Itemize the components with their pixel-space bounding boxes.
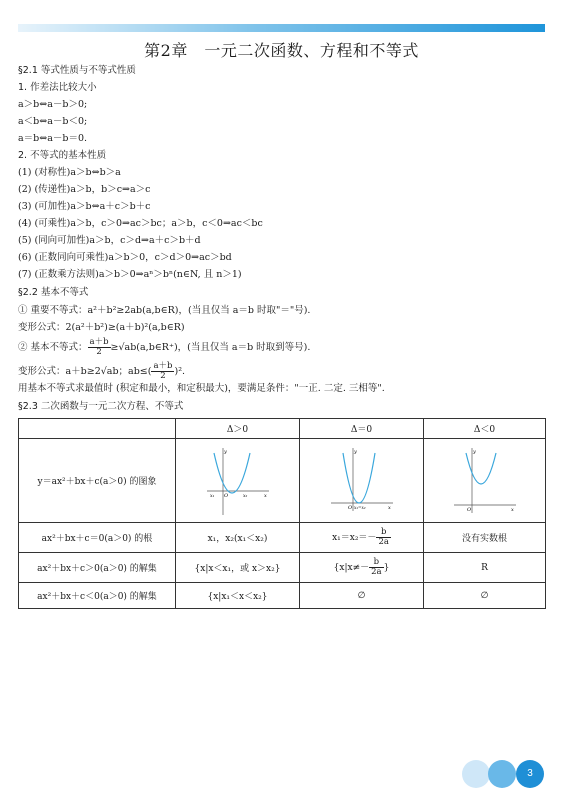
lt-solution-no-root: ∅ — [424, 583, 546, 609]
fraction-denominator: 2a — [371, 567, 382, 577]
row-label-lt: ax²＋bx＋c＜0(a＞0) 的解集 — [19, 583, 176, 609]
fraction-numerator: b — [369, 558, 383, 568]
table-row — [19, 553, 546, 583]
property-1: (1) (对称性)a＞b⇔b＞a — [18, 167, 121, 178]
y-axis-label: y — [223, 448, 227, 455]
y-axis-label: y — [472, 448, 476, 455]
compare-line-1: a＞b⇔a－b＞0; — [18, 99, 88, 110]
gt-solution-suffix: } — [383, 563, 390, 573]
section-heading-2-2: §2.2 基本不等式 — [18, 287, 89, 298]
root-x1-label: x₁ — [209, 493, 214, 499]
table-row — [19, 523, 546, 553]
fraction — [376, 528, 390, 547]
section-heading-2-1: §2.1 等式性质与不等式性质 — [18, 65, 136, 76]
table-header-cell — [19, 419, 176, 439]
table-header-row — [19, 419, 546, 439]
fraction-denominator: 2a — [378, 537, 389, 547]
variant-formula-1: 变形公式：2(a²＋b²)≥(a＋b)²(a,b∈R) — [18, 322, 185, 333]
subheading-properties: 2. 不等式的基本性质 — [18, 150, 107, 161]
fraction-numerator: b — [376, 528, 390, 538]
page-title: 第2章 一元二次函数、方程和不等式 — [144, 41, 419, 60]
fraction-denominator: 2 — [160, 371, 166, 381]
property-7: (7) (正数乘方法则)a＞b＞0⇒aⁿ＞bⁿ(n∈N, 且 n＞1) — [18, 269, 242, 280]
property-3: (3) (可加性)a＞b⇔a＋c＞b＋c — [18, 201, 151, 212]
variant-formula-2 — [18, 362, 185, 381]
x-axis-label: x — [387, 504, 391, 511]
graph-cell-one-root — [300, 439, 424, 523]
quadratic-table — [18, 418, 546, 609]
roots-none: 没有实数根 — [424, 523, 546, 553]
page-dot-decoration — [488, 760, 516, 788]
basic-inequality-prefix: ② 基本不等式： — [18, 342, 88, 353]
variant-formula-prefix: 变形公式：a＋b≥2√ab；ab≤( — [18, 366, 152, 377]
fraction-numerator: a＋b — [153, 361, 173, 371]
x-axis-label: x — [263, 492, 267, 499]
gt-solution-one-root — [300, 553, 424, 583]
parabola-curve — [343, 453, 375, 503]
row-label-graph: y＝ax²＋bx＋c(a＞0) 的图象 — [19, 439, 176, 523]
property-2: (2) (传递性)a＞b，b＞c⇒a＞c — [18, 184, 151, 195]
property-6: (6) (正数同向可乘性)a＞b＞0，c＞d＞0⇒ac＞bd — [18, 252, 232, 263]
fraction — [369, 558, 383, 577]
basic-inequality — [18, 338, 310, 357]
gt-solution-no-root: R — [424, 553, 546, 583]
parabola-one-root-graph — [327, 445, 397, 517]
origin-label: O — [466, 506, 471, 513]
page-indicator — [462, 760, 546, 788]
parabola-two-roots-graph — [203, 445, 273, 517]
y-axis-label: y — [353, 448, 357, 455]
property-5: (5) (同向可加性)a＞b，c＞d⇒a＋c＞b＋d — [18, 235, 201, 246]
roots-one — [300, 523, 424, 553]
parabola-curve — [466, 453, 496, 484]
subheading-compare: 1. 作差法比较大小 — [18, 82, 97, 93]
fraction-numerator: a＋b — [89, 337, 109, 347]
variant-formula-suffix: )². — [174, 366, 186, 377]
basic-inequality-suffix: ≥√ab(a,b∈R⁺)，(当且仅当 a＝b 时取到等号). — [110, 342, 311, 353]
row-label-gt: ax²＋bx＋c＞0(a＞0) 的解集 — [19, 553, 176, 583]
table-header-cell: Δ＜0 — [424, 419, 546, 439]
compare-line-2: a＜b⇔a－b＜0; — [18, 116, 88, 127]
lt-solution-two-roots: {x|x₁＜x＜x₂} — [176, 583, 300, 609]
lt-solution-one-root: ∅ — [300, 583, 424, 609]
max-min-condition: 用基本不等式求最值时 (积定和最小，和定积最大)，要满足条件："一正. 二定. 三相等". — [18, 383, 385, 394]
parabola-no-root-graph — [450, 445, 520, 517]
section-heading-2-3: §2.3 二次函数与一元二次方程、不等式 — [18, 401, 184, 412]
property-4: (4) (可乘性)a＞b，c＞0⇒ac＞bc；a＞b，c＜0⇒ac＜bc — [18, 218, 263, 229]
table-row — [19, 583, 546, 609]
table-row — [19, 439, 546, 523]
roots-one-prefix: x₁＝x₂＝－ — [332, 533, 377, 543]
parabola-curve — [214, 453, 250, 493]
gt-solution-prefix: {x|x≠－ — [333, 563, 370, 573]
fraction — [88, 338, 111, 357]
origin-label: O — [347, 504, 352, 511]
double-root-label: x₁=x₂ — [353, 504, 366, 510]
x-axis-label: x — [510, 506, 514, 513]
graph-cell-two-roots — [176, 439, 300, 523]
important-inequality: ① 重要不等式：a²＋b²≥2ab(a,b∈R)，(当且仅当 a＝b 时取"＝"号). — [18, 305, 311, 316]
row-label-roots: ax²＋bx＋c＝0(a＞0) 的根 — [19, 523, 176, 553]
fraction — [151, 362, 174, 381]
table-header-cell: Δ＞0 — [176, 419, 300, 439]
graph-cell-no-root — [424, 439, 546, 523]
gt-solution-two-roots: {x|x＜x₁，或 x＞x₂} — [176, 553, 300, 583]
origin-label: O — [223, 492, 228, 499]
page-number: 3 — [516, 760, 544, 788]
header-bar — [18, 24, 545, 32]
roots-two: x₁，x₂(x₁＜x₂) — [176, 523, 300, 553]
fraction-denominator: 2 — [96, 347, 102, 357]
compare-line-3: a＝b⇔a－b＝0. — [18, 133, 88, 144]
root-x2-label: x₂ — [242, 493, 247, 499]
table-header-cell: Δ＝0 — [300, 419, 424, 439]
page-dot-decoration — [462, 760, 490, 788]
